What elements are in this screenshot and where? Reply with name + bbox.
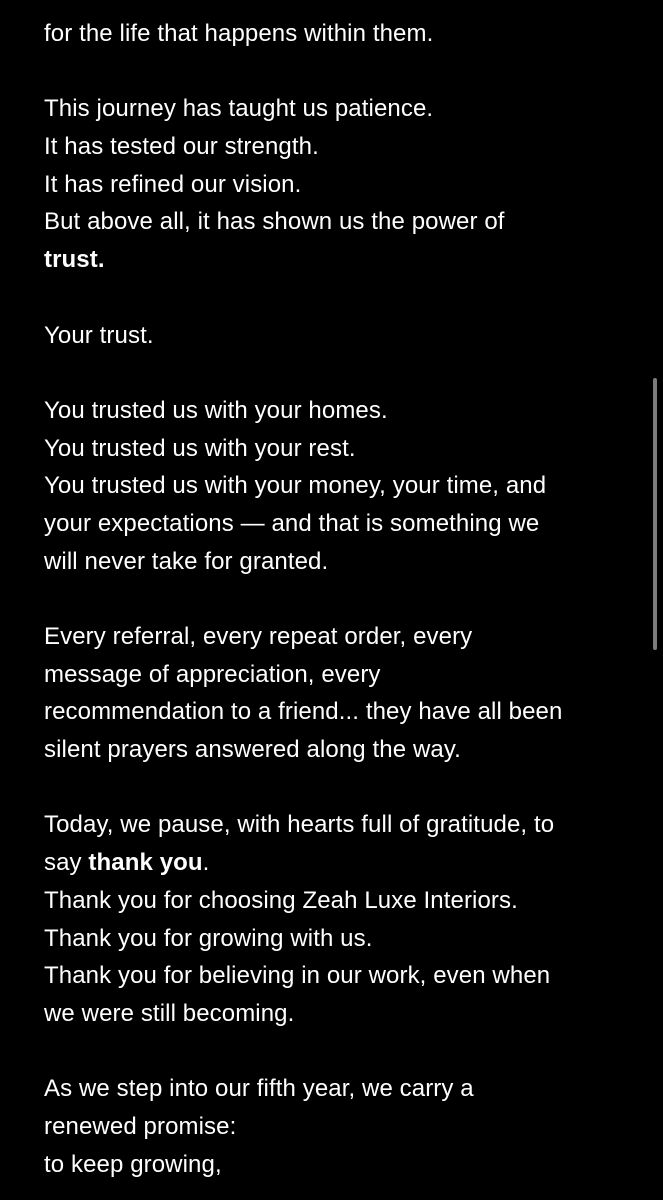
note-line: for the life that happens within them. — [44, 20, 434, 47]
note-line: message of appreciation, every — [44, 660, 381, 688]
note-line-mixed — [44, 844, 644, 882]
note-line: Today, we pause, with hearts full of gratitude, to — [44, 811, 555, 839]
note-line: As we step into our fifth year, we carry a — [44, 1075, 474, 1103]
blank-line — [44, 769, 644, 807]
trust-bold: trust. — [44, 246, 105, 274]
note-line: This journey has taught us patience. — [44, 95, 434, 123]
note-line: Your trust. — [44, 321, 154, 349]
blank-line — [44, 1033, 644, 1071]
note-line: It has tested our strength. — [44, 133, 319, 161]
note-line: will never take for granted. — [44, 547, 329, 575]
say-prefix: say — [44, 849, 89, 877]
note-line: Every referral, every repeat order, every — [44, 623, 473, 650]
blank-line — [44, 354, 644, 392]
note-line: Thank you for choosing Zeah Luxe Interiors. — [44, 886, 518, 914]
note-line-bold — [44, 241, 644, 279]
note-line: to keep growing, — [44, 1150, 222, 1178]
note-line: But above all, it has shown us the power of — [44, 208, 505, 236]
note-line: Thank you for growing with us. — [44, 924, 373, 952]
note-line: You trusted us with your money, your time, and — [44, 472, 547, 500]
say-suffix: . — [202, 849, 210, 877]
note-line: recommendation to a friend... they have all been — [44, 698, 563, 726]
note-line: It has refined our vision. — [44, 170, 302, 198]
note-line: Thank you for believing in our work, even when — [44, 962, 551, 990]
vertical-scrollbar[interactable] — [653, 378, 657, 650]
note-line: renewed promise: — [44, 1112, 237, 1140]
blank-line — [44, 279, 644, 317]
note-line: You trusted us with your rest. — [44, 434, 356, 462]
blank-line — [44, 53, 644, 91]
thank-you-bold: thank you — [88, 849, 203, 877]
note-body[interactable] — [44, 15, 644, 1183]
note-line: we were still becoming. — [44, 999, 295, 1027]
note-line: silent prayers answered along the way. — [44, 736, 461, 764]
note-line: your expectations — and that is something we — [44, 509, 540, 537]
blank-line — [44, 580, 644, 618]
note-line: You trusted us with your homes. — [44, 396, 388, 424]
